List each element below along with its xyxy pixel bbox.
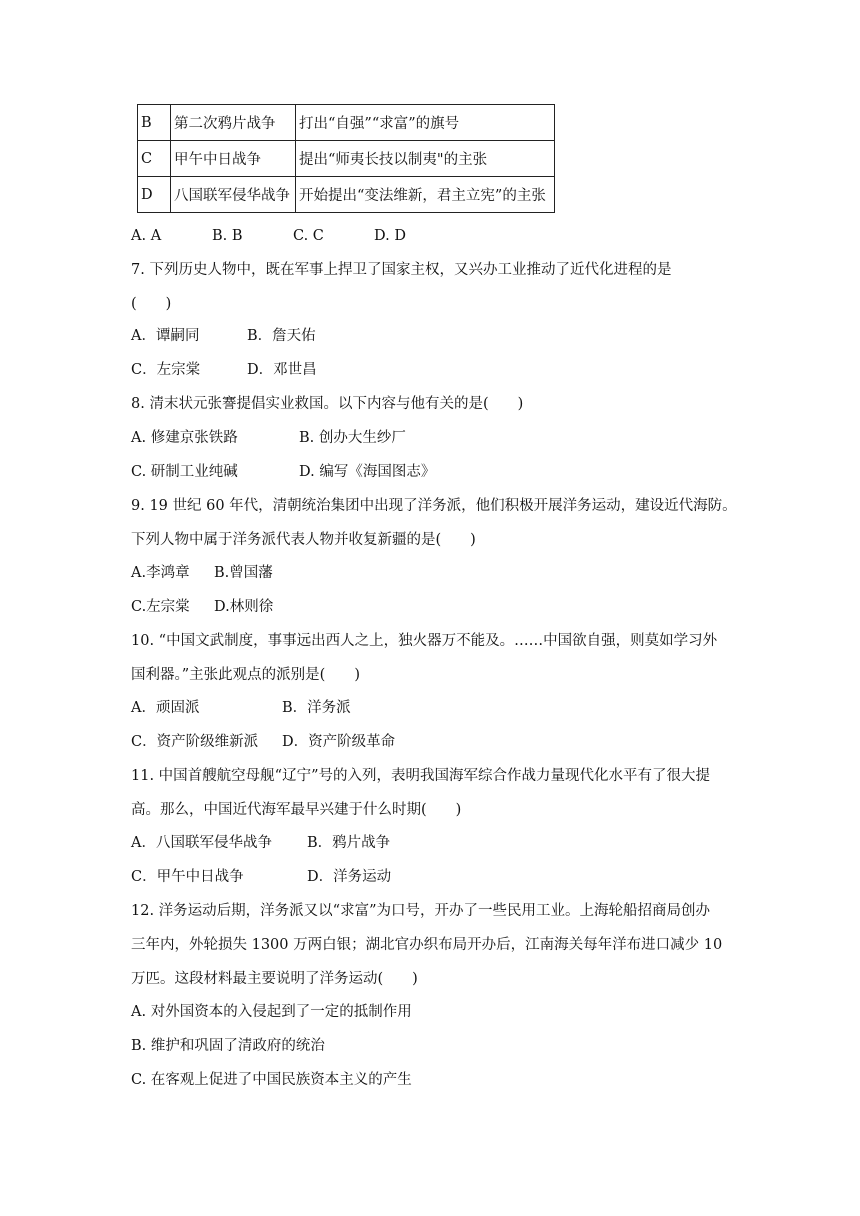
q7-options-row [131, 326, 316, 346]
q10-stem-cont: 国利器。”主张此观点的派别是( ) [131, 667, 360, 683]
q10-options-row [131, 698, 351, 718]
table-cell: D [138, 177, 171, 213]
q8-options-row [131, 462, 435, 482]
option-a: A.李鸿章 [131, 565, 190, 581]
option-b: B. 创办大生纱厂 [299, 430, 406, 446]
table-cell: 第二次鸦片战争 [171, 105, 296, 141]
option-c: C. 在客观上促进了中国民族资本主义的产生 [131, 1072, 412, 1088]
option-c: C．左宗棠 [131, 362, 201, 378]
q8-stem: 8. 清末状元张謇提倡实业救国。以下内容与他有关的是( ) [131, 396, 524, 412]
table-row [138, 141, 555, 177]
q10-options-row [131, 732, 395, 752]
option-d: D．洋务运动 [307, 869, 392, 885]
table-cell: 打出“自强”“求富”的旗号 [296, 105, 555, 141]
option-a: A．顽固派 [131, 700, 200, 716]
q6-options [131, 226, 406, 246]
q9-stem: 9. 19 世纪 60 年代，清朝统治集团中出现了洋务派，他们积极开展洋务运动，建设近代海防。 [131, 498, 737, 514]
option-b: B. B [212, 228, 243, 244]
option-c: C. C [293, 228, 324, 244]
q12-stem-cont: 三年内，外轮损失 1300 万两白银；湖北官办织布局开办后，江南海关每年洋布进口减少 10 [131, 937, 723, 953]
table-cell: 开始提出“变法维新，君主立宪”的主张 [296, 177, 555, 213]
option-a: A. A [131, 228, 162, 244]
option-d: D．邓世昌 [247, 362, 317, 378]
table-cell: C [138, 141, 171, 177]
option-a: A．八国联军侵华战争 [131, 835, 272, 851]
option-c: C. 研制工业纯碱 [131, 464, 238, 480]
option-b: B．鸦片战争 [307, 835, 391, 851]
table-cell: 八国联军侵华战争 [171, 177, 296, 213]
option-c: C.左宗棠 [131, 599, 190, 615]
option-b: B.曾国藩 [214, 565, 273, 581]
q12-stem-cont: 万匹。这段材料最主要说明了洋务运动( ) [131, 971, 418, 987]
q9-stem-cont: 下列人物中属于洋务派代表人物并收复新疆的是( ) [131, 532, 476, 548]
options-table [137, 104, 555, 213]
q7-stem: 7. 下列历史人物中，既在军事上捍卫了国家主权，又兴办工业推动了近代化进程的是 [131, 262, 672, 278]
option-c: C．甲午中日战争 [131, 869, 244, 885]
q8-options-row [131, 428, 406, 448]
table-cell: 甲午中日战争 [171, 141, 296, 177]
q11-options-row [131, 867, 391, 887]
table-cell: B [138, 105, 171, 141]
option-a: A. 对外国资本的入侵起到了一定的抵制作用 [131, 1004, 412, 1020]
option-b: B．洋务派 [282, 700, 351, 716]
option-d: D. D [374, 228, 406, 244]
q12-stem: 12. 洋务运动后期，洋务派又以“求富”为口号，开办了一些民用工业。上海轮船招商局创办 [131, 903, 710, 919]
option-d: D. 编写《海国图志》 [299, 464, 436, 480]
option-d: D.林则徐 [214, 599, 274, 615]
table-row [138, 105, 555, 141]
q10-stem: 10. “中国文武制度，事事远出西人之上，独火器万不能及。……中国欲自强，则莫如学习外 [131, 633, 718, 649]
table-cell: 提出“师夷长技以制夷"的主张 [296, 141, 555, 177]
option-b: B．詹天佑 [247, 328, 316, 344]
option-b: B. 维护和巩固了清政府的统治 [131, 1038, 325, 1054]
option-d: D．资产阶级革命 [282, 734, 396, 750]
q7-options-row [131, 360, 317, 380]
option-c: C．资产阶级维新派 [131, 734, 259, 750]
q11-stem: 11. 中国首艘航空母舰“辽宁”号的入列，表明我国海军综合作战力量现代化水平有了很大提 [131, 768, 710, 784]
q11-options-row [131, 833, 390, 853]
q7-stem-cont: ( ) [131, 296, 172, 312]
table-row [138, 177, 555, 213]
q11-stem-cont: 高。那么，中国近代海军最早兴建于什么时期( ) [131, 802, 462, 818]
q9-options-row [131, 597, 273, 617]
q9-options-row [131, 563, 273, 583]
option-a: A. 修建京张铁路 [131, 430, 238, 446]
option-a: A．谭嗣同 [131, 328, 200, 344]
